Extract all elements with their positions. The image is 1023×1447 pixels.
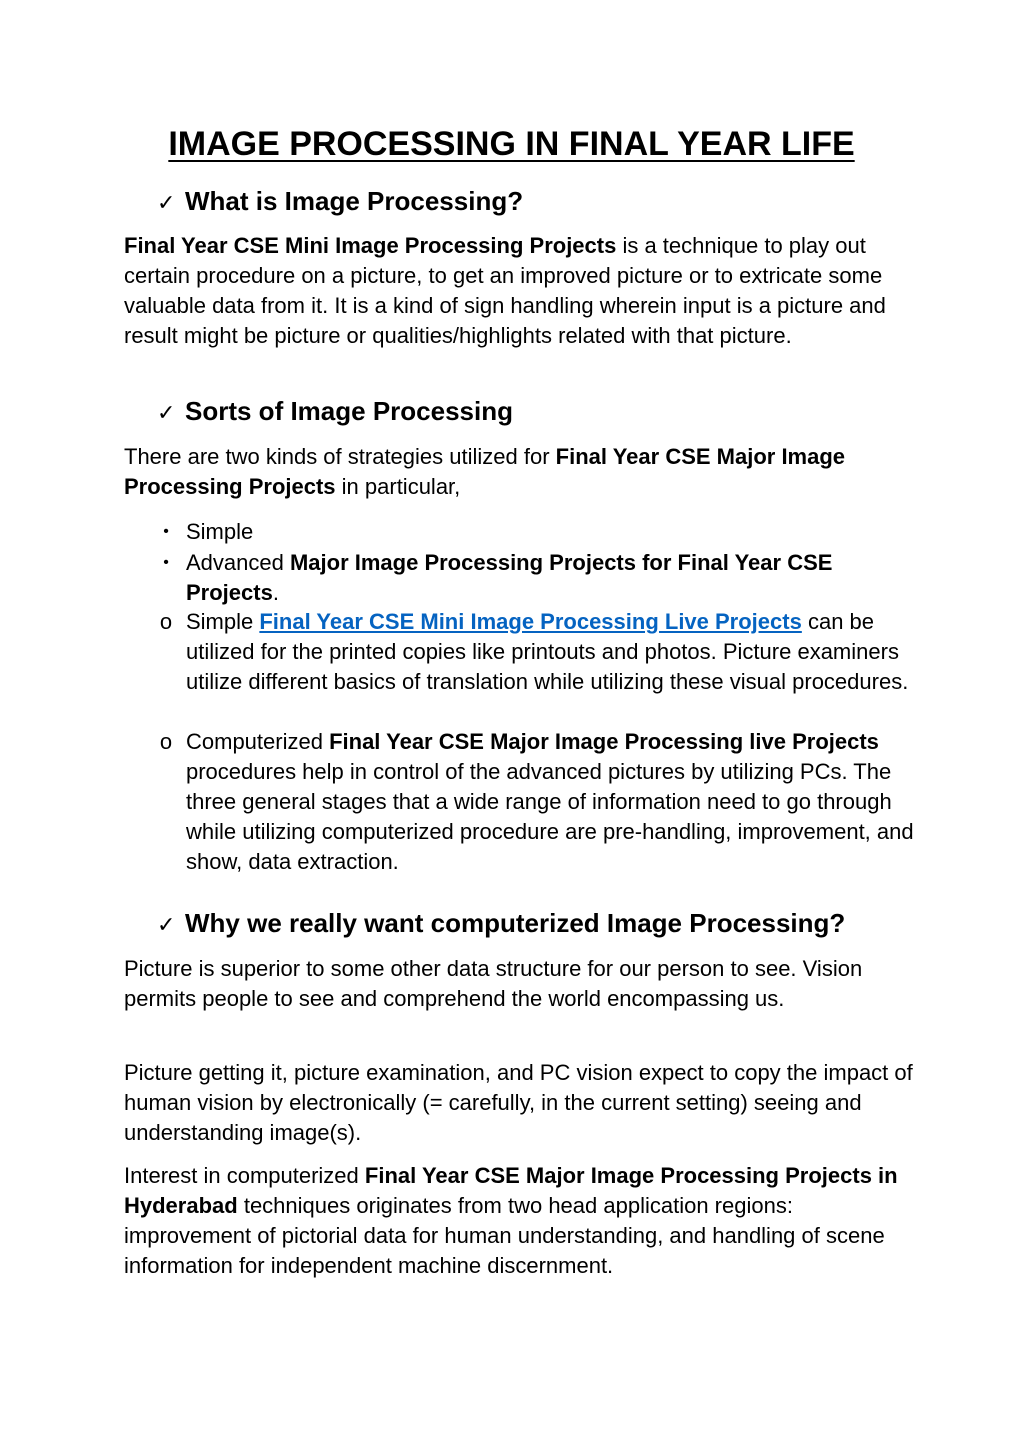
sub-bullet-marker: o	[159, 729, 173, 754]
bold-phrase: Final Year CSE Major Image Processing Projects in Hyderabad	[124, 1163, 898, 1218]
list-item-text: procedures help in control of the advanced pictures by utilizing PCs. The three general stages that a wide range of information need to go through while utilizing computerized procedure are pre-handling, improvement, and show, data extraction.	[186, 759, 914, 874]
checkmark-icon: ✓	[157, 401, 176, 426]
bullet-marker: •	[163, 554, 169, 571]
list-item-text: can be utilized for the printed copies like printouts and photos. Picture examiners utilize different basics of translation while utilizing these visual procedures.	[186, 609, 909, 694]
bold-phrase: Final Year CSE Major Image Processing Projects	[124, 444, 846, 499]
section-heading-what-is	[157, 184, 523, 221]
list-item-text: Simple	[186, 609, 260, 634]
paragraph-intro	[124, 231, 914, 351]
section-heading-text: What is Image Processing?	[185, 186, 524, 216]
list-item-advanced	[163, 548, 916, 608]
paragraph-vision: Picture getting it, picture examination, and PC vision expect to copy the impact of human vision by electronically (= carefully, in the current setting) seeing and understanding image(s).	[124, 1060, 913, 1145]
paragraph-kinds	[124, 442, 914, 502]
list-item-text: Simple	[186, 519, 254, 544]
list-item-simple	[163, 517, 916, 547]
bold-phrase: Final Year CSE Major Image Processing live Projects	[329, 729, 879, 754]
projects-link[interactable]: Final Year CSE Mini Image Processing Live Projects	[259, 609, 802, 634]
paragraph-interest	[124, 1161, 914, 1281]
paragraph-text: techniques originates from two head application regions: improvement of pictorial data for human understanding, and handling of scene information for independent machine discernment.	[124, 1193, 885, 1278]
list-item-text: Computerized	[186, 729, 330, 754]
section-heading-why	[157, 906, 845, 943]
sub-item-computerized	[159, 727, 916, 877]
bullet-marker: •	[163, 523, 169, 540]
bold-phrase: Major Image Processing Projects for Final Year CSE Projects	[186, 550, 833, 605]
checkmark-icon: ✓	[157, 913, 176, 938]
paragraph-superior: Picture is superior to some other data structure for our person to see. Vision permits people to see and comprehend the world encompassing us.	[124, 956, 863, 1011]
paragraph-text: Interest in computerized	[124, 1163, 365, 1188]
section-heading-sorts	[157, 394, 513, 431]
paragraph-text: There are two kinds of strategies utilized for	[124, 444, 556, 469]
paragraph-text: in particular,	[335, 474, 461, 499]
bold-phrase: Final Year CSE Mini Image Processing Projects	[124, 233, 617, 258]
list-item-text: .	[272, 580, 279, 605]
section-heading-text: Sorts of Image Processing	[185, 396, 513, 426]
sub-item-simple	[159, 607, 916, 697]
sub-bullet-marker: o	[159, 609, 173, 634]
paragraph-text: is a technique to play out certain procedure on a picture, to get an improved picture or to extricate some valuable data from it. It is a kind of sign handling wherein input is a picture and result might be picture or qualities/highlights related with that picture.	[124, 233, 886, 348]
checkmark-icon: ✓	[157, 191, 176, 216]
list-item-text: Advanced	[186, 550, 290, 575]
page-title: IMAGE PROCESSING IN FINAL YEAR LIFE	[168, 125, 855, 163]
section-heading-text: Why we really want computerized Image Processing?	[185, 908, 846, 938]
